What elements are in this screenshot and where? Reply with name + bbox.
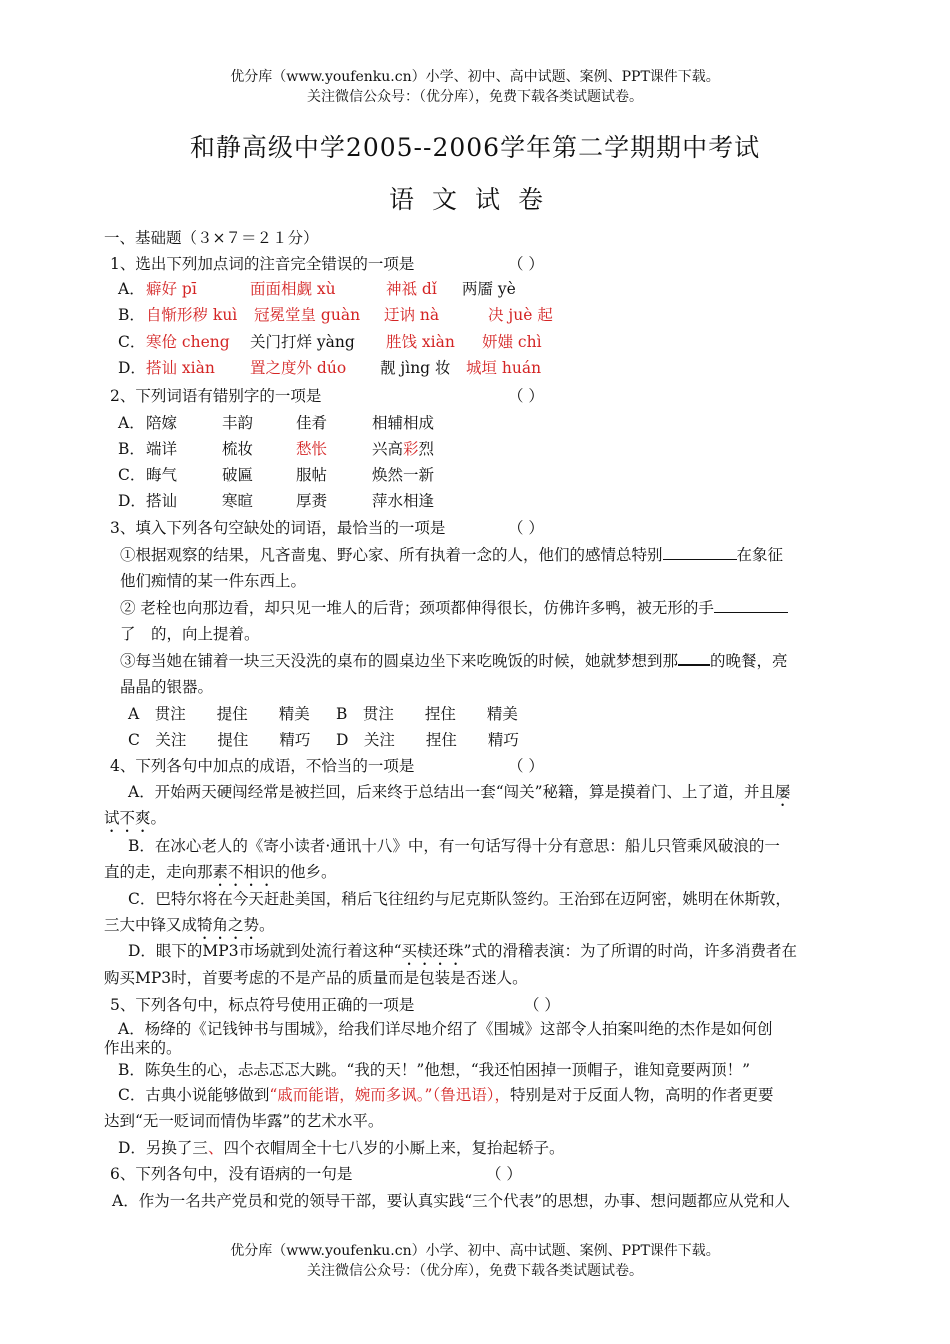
q1-option-d-4: 城垣 huán — [466, 359, 542, 377]
q4-answer-paren: （ ） — [508, 757, 544, 775]
section-1-heading: 一、基础题（３×７＝２１分） — [104, 229, 319, 247]
q4-option-a-line-2 — [104, 806, 166, 836]
q1-option-a-label: A． — [118, 280, 145, 298]
q5-option-c-text-b: 特别是对于反面人物，高明的作者更要 — [509, 1086, 774, 1104]
q2-option-b-1: 端详 — [146, 440, 178, 458]
q3-blank-1 — [663, 545, 737, 560]
q3-option-a: A 贯注 提住 精美 — [128, 705, 310, 723]
q5-option-d-text: D．另换了三 — [118, 1139, 208, 1157]
q4-option-a-line-1 — [128, 780, 791, 810]
q1-option-a-2: 面面相觑 xù — [250, 280, 336, 298]
q2-option-a-label: A． — [118, 414, 145, 432]
q5-option-c-line-1 — [118, 1083, 774, 1105]
q5-option-d-text-b: 四个衣帽周全十七八岁的小厮上来，复抬起轿子。 — [223, 1139, 565, 1157]
q1-option-a-4: 两靥 yè — [462, 280, 516, 298]
q4-stem: 4、下列各句中加点的成语，不恰当的一项是 — [110, 757, 415, 775]
q4-option-b-line-1: B．在冰心老人的《寄小读者·通讯十八》中，有一句话写得十分有意思：船儿只管乘风破浪的一 — [128, 837, 780, 855]
q5-option-a-line-1: A．杨绛的《记钱钟书与围城》，给我们详尽地介绍了《围城》这部令人拍案叫绝的杰作是如何创 — [118, 1020, 773, 1038]
q4-option-b-dotted: 素不相识 — [212, 863, 275, 881]
q3-option-b: B 贯注 捏住 精美 — [336, 705, 518, 723]
q5-stem: 5、下列各句中，标点符号使用正确的一项是 — [110, 996, 415, 1014]
q1-option-a-1: 癖好 pī — [146, 280, 197, 298]
q3-sentence-3-line-2: 晶晶的银器。 — [120, 678, 214, 696]
q3-stem: 3、填入下列各句空缺处的词语，最恰当的一项是 — [110, 519, 446, 537]
q5-option-c-text: C．古典小说能够做到 — [118, 1086, 270, 1104]
q6-answer-paren: （ ） — [486, 1165, 522, 1183]
header-line-1: 优分库（www.youfenku.cn）小学、初中、高中试题、案例、PPT课件下载。 — [230, 69, 720, 85]
q4-option-a-end: 。 — [150, 809, 167, 827]
q4-option-d-text: D．眼下的MP3市场就到处流行着这种“ — [128, 942, 402, 960]
q2-option-c-1: 晦气 — [146, 466, 178, 484]
q2-option-a-1: 陪嫁 — [146, 414, 178, 432]
q3-sentence-2-line-1 — [120, 596, 788, 618]
q2-option-c-4: 焕然一新 — [372, 466, 435, 484]
q4-option-d-line-2: 购买MP3时，首要考虑的不是产品的质量而是包装是否迷人。 — [104, 969, 528, 987]
q4-option-b-text: 直的走，走向那 — [104, 863, 213, 881]
q2-option-a-2: 丰韵 — [222, 414, 254, 432]
q1-option-a-3: 神祗 dǐ — [386, 280, 437, 298]
q2-stem: 2、下列词语有错别字的一项是 — [110, 387, 322, 405]
q1-option-d-2: 置之度外 dúo — [250, 359, 347, 377]
q1-option-c-4: 妍媸 chì — [482, 333, 542, 351]
q5-option-d-highlight: 、 — [207, 1139, 224, 1157]
exam-title: 和静高级中学2005--2006学年第二学期期中考试 — [189, 133, 761, 162]
q2-option-d-1: 搭讪 — [146, 492, 178, 510]
q2-option-c-2: 破匾 — [222, 466, 254, 484]
q3-sentence-2-text: ② 老栓也向那边看，却只见一堆人的后背；颈项都伸得很长，仿佛许多鸭，被无形的手 — [120, 599, 714, 617]
q3-sentence-1-text-b: 在象征 — [736, 546, 784, 564]
q1-option-d-label: D． — [118, 359, 146, 377]
q2-option-b-4-part1: 兴高 — [372, 440, 404, 458]
q4-option-b-line-2 — [104, 860, 337, 890]
q2-option-a-4: 相辅相成 — [372, 414, 435, 432]
q2-answer-paren: （ ） — [508, 387, 544, 405]
q5-option-c-line-2: 达到“无一贬词而情伪毕露”的艺术水平。 — [104, 1112, 384, 1130]
q2-option-b-label: B． — [118, 440, 145, 458]
q4-option-d-line-1 — [128, 939, 797, 969]
q3-sentence-2-line-2: 了 的，向上提着。 — [120, 625, 260, 643]
q1-option-b-label: B． — [118, 306, 145, 324]
q3-sentence-1-line-1 — [120, 543, 783, 565]
q6-option-a-line-1: A．作为一名共产党员和党的领导干部，要认真实践“三个代表”的思想，办事、想问题都应从党和人 — [112, 1192, 791, 1210]
q1-option-b-1: 自惭形秽 kuì — [146, 306, 238, 324]
q1-option-d-1: 搭讪 xiàn — [146, 359, 215, 377]
q4-option-c-line-1: C．巴特尔将在今天赶赴美国，稍后飞往纽约与尼克斯队签约。王治郅在迈阿密，姚明在休斯敦， — [128, 890, 791, 908]
q1-stem: 1、选出下列加点词的注音完全错误的一项是 — [110, 255, 415, 273]
q3-option-c: C 关注 提住 精巧 — [128, 731, 311, 749]
q4-option-a-dotted-2: 试不爽 — [104, 809, 151, 827]
q1-option-b-4: 决 juè 起 — [488, 306, 553, 324]
q3-sentence-3-text-b: 的晚餐，亮 — [710, 652, 788, 670]
q4-option-c-end: 。 — [259, 916, 275, 934]
q4-option-c-text: 三大中锋又成 — [104, 916, 198, 934]
q2-option-b-4-part2: 彩 — [403, 440, 419, 458]
q1-option-b-2: 冠冕堂皇 guàn — [254, 306, 361, 324]
footer-line-1: 优分库（www.youfenku.cn）小学、初中、高中试题、案例、PPT课件下载。 — [230, 1243, 720, 1259]
q5-option-c-highlight: “戚而能谐，婉而多讽。”（鲁迅语）， — [269, 1086, 510, 1104]
q2-option-b-4-part3: 烈 — [418, 440, 435, 458]
q1-option-c-label: C． — [118, 333, 146, 351]
q4-option-d-dotted: 买椟还珠 — [401, 942, 464, 960]
q2-option-b-4 — [372, 437, 434, 459]
q1-option-b-3: 迂讷 nà — [384, 306, 440, 324]
q5-option-d — [118, 1136, 564, 1158]
q5-option-a-line-2: 作出来的。 — [104, 1039, 182, 1057]
q1-option-d-3: 靓 jìng 妆 — [380, 359, 451, 377]
q4-option-c-dotted: 犄角之势 — [197, 916, 260, 934]
q2-option-d-4: 萍水相逢 — [372, 492, 435, 510]
q3-answer-paren: （ ） — [508, 519, 544, 537]
q5-option-b: B．陈奂生的心，忐忐忑忑大跳。“我的天！”他想，“我还怕困掉一顶帽子，谁知竟要两顶！” — [118, 1061, 751, 1079]
q1-option-c-3: 胜饯 xiàn — [386, 333, 455, 351]
q2-option-b-2: 梳妆 — [222, 440, 254, 458]
q3-blank-2 — [714, 598, 788, 613]
q2-option-d-2: 寒暄 — [222, 492, 254, 510]
q1-answer-paren: （ ） — [508, 255, 544, 273]
q2-option-c-label: C． — [118, 466, 146, 484]
q2-option-c-3: 服帖 — [296, 466, 328, 484]
q4-option-a-text: A．开始两天硬闯经常是被拦回，后来终于总结出一套“闯关”秘籍，算是摸着门、上了道，并且 — [128, 783, 776, 801]
footer-line-2: 关注微信公众号：（优分库），免费下载各类试题试卷。 — [307, 1263, 643, 1279]
q4-option-a-dotted-1: 屡 — [775, 783, 791, 801]
q2-option-d-label: D． — [118, 492, 146, 510]
q1-option-c-2: 关门打烊 yàng — [250, 333, 355, 351]
q3-sentence-1-line-2: 他们痴情的某一件东西上。 — [120, 572, 307, 590]
q3-sentence-3-line-1 — [120, 649, 788, 671]
q4-option-d-text-b: ”式的滑稽表演：为了所谓的时尚，许多消费者在 — [463, 942, 797, 960]
q3-sentence-1-text: ①根据观察的结果，凡吝啬鬼、野心家、所有执着一念的人，他们的感情总特别 — [120, 546, 663, 564]
q6-stem: 6、下列各句中，没有语病的一句是 — [110, 1165, 353, 1183]
q2-option-a-3: 佳肴 — [296, 414, 328, 432]
q5-answer-paren: （ ） — [524, 996, 560, 1014]
header-line-2: 关注微信公众号：（优分库），免费下载各类试题试卷。 — [307, 89, 643, 105]
q2-option-b-3: 愁怅 — [296, 440, 328, 458]
q3-sentence-3-text: ③每当她在铺着一块三天没洗的桌布的圆桌边坐下来吃晚饭的时候，她就梦想到那 — [120, 652, 679, 670]
q4-option-b-end: 的他乡。 — [274, 863, 337, 881]
q1-option-c-1: 寒伧 cheng — [146, 333, 230, 351]
exam-subtitle: 语文试卷 — [388, 185, 561, 214]
q3-blank-3 — [678, 650, 710, 666]
q3-option-d: D 关注 捏住 精巧 — [336, 731, 519, 749]
q2-option-d-3: 厚赉 — [296, 492, 328, 510]
